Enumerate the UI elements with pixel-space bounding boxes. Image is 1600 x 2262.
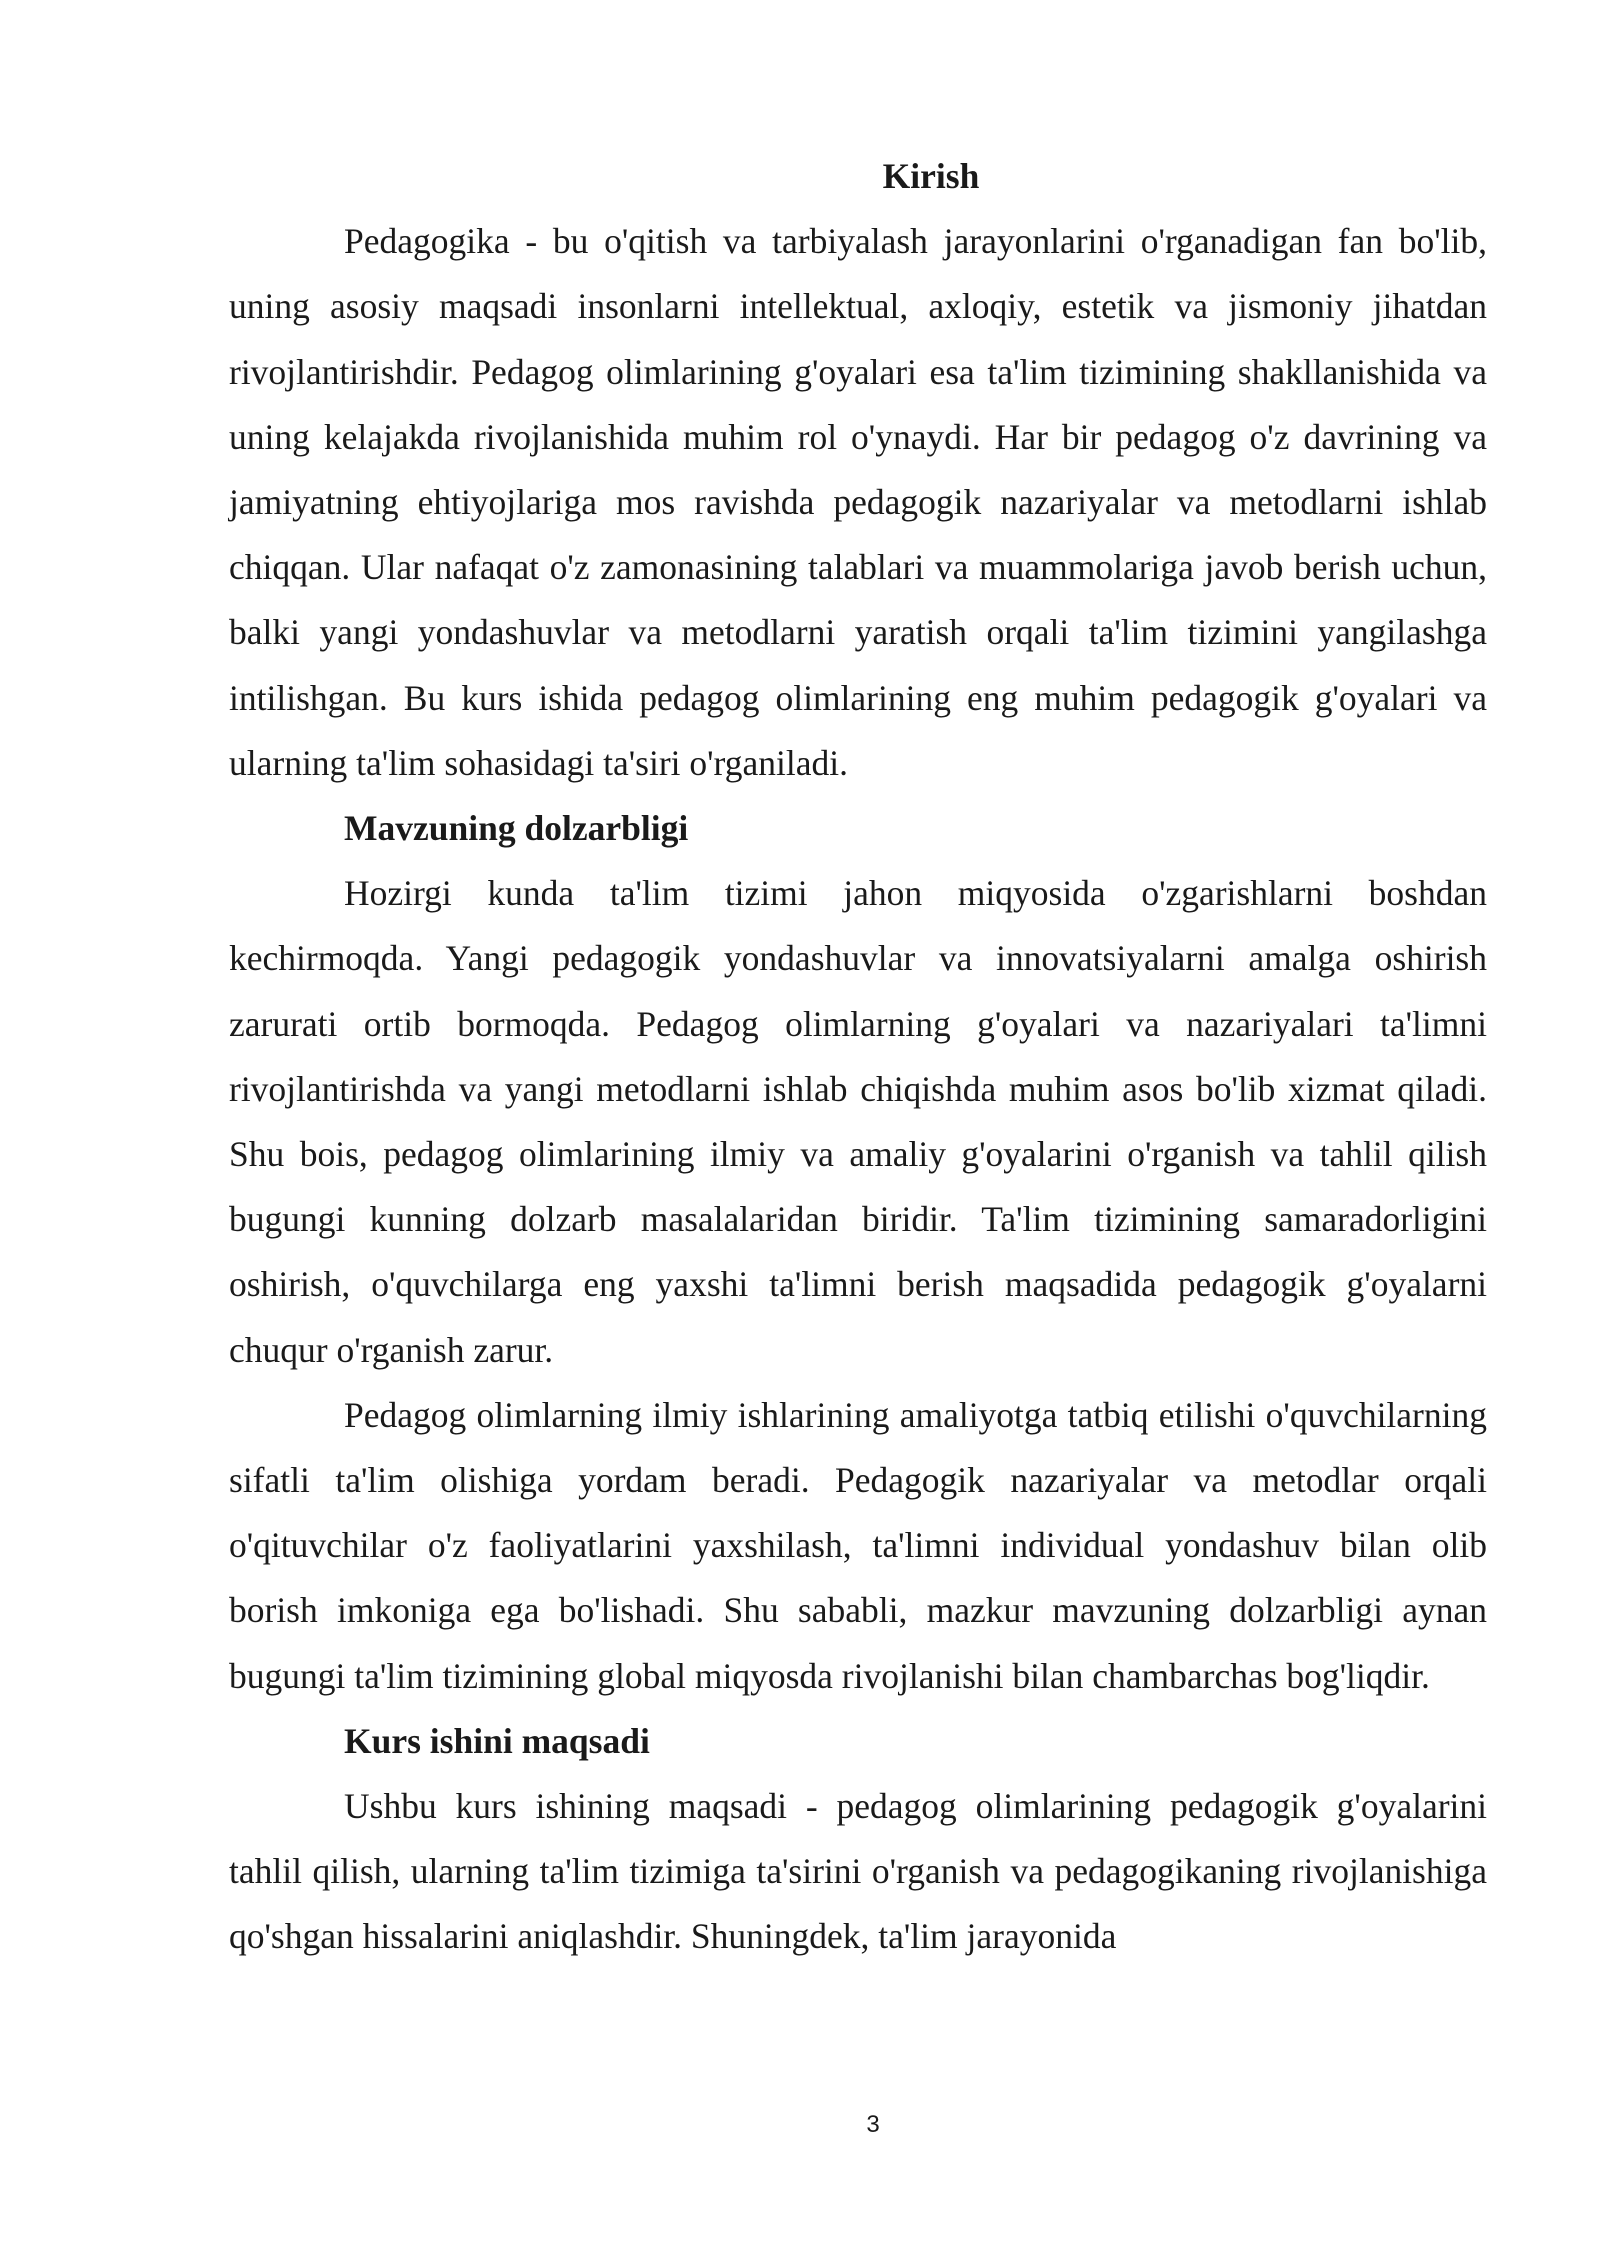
section-heading-relevance: Mavzuning dolzarbligi [344,808,689,849]
page-content [229,144,1487,1970]
page-title: Kirish [882,156,980,196]
page-number: 3 [866,2111,880,2138]
goal-paragraph: Ushbu kurs ishining maqsadi - pedagog olimlarining pedagogik g'oyalarini tahlil qilish, ularning ta'lim tizimiga ta'sirini o'rganish va pedagogikaning rivojlanishiga qo'shgan hissalarini aniqlashdir. Shuningdek, ta'lim jarayonida [229,1786,1487,1957]
intro-paragraph: Pedagogika - bu o'qitish va tarbiyalash jarayonlarini o'rganadigan fan bo'lib, uning asosiy maqsadi insonlarni intellektual, axloqiy, estetik va jismoniy jihatdan rivojlantirishdir. Pedagog olimlarining g'oyalari esa ta'lim tizimining shakllanishida va uning kelajakda rivojlanishida muhim rol o'ynaydi. Har bir pedagog o'z davrining va jamiyatning ehtiyojlariga mos ravishda pedagogik nazariyalar va metodlarni ishlab chiqqan. Ular nafaqat o'z zamonasining talablari va muammolariga javob berish uchun, balki yangi yondashuvlar va metodlarni yaratish orqali ta'lim tizimini yangilashga intilishgan. Bu kurs ishida pedagog olimlarining eng muhim pedagogik g'oyalari va ularning ta'lim sohasidagi ta'siri o'rganiladi. [229,221,1487,783]
section-heading-goal: Kurs ishini maqsadi [344,1720,650,1761]
relevance-paragraph-2: Pedagog olimlarning ilmiy ishlarining amaliyotga tatbiq etilishi o'quvchilarning sifatli ta'lim olishiga yordam beradi. Pedagogik nazariyalar va metodlar orqali o'qituvchilar o'z faoliyatlarini yaxshilash, ta'limni individual yondashuv bilan olib borish imkoniga ega bo'lishadi. Shu sababli, mazkur mavzuning dolzarbligi aynan bugungi ta'lim tizimining global miqyosda rivojlanishi bilan chambarchas bog'liqdir. [229,1394,1487,1696]
relevance-paragraph-1: Hozirgi kunda ta'lim tizimi jahon miqyosida o'zgarishlarni boshdan kechirmoqda. Yangi pedagogik yondashuvlar va innovatsiyalarni amalga oshirish zarurati ortib bormoqda. Pedagog olimlarning g'oyalari va nazariyalari ta'limni rivojlantirishda va yangi metodlarni ishlab chiqishda muhim asos bo'lib xizmat qiladi. Shu bois, pedagog olimlarining ilmiy va amaliy g'oyalarini o'rganish va tahlil qilish bugungi kunning dolzarb masalalaridan biridir. Ta'lim tizimining samaradorligini oshirish, o'quvchilarga eng yaxshi ta'limni berish maqsadida pedagogik g'oyalarni chuqur o'rganish zarur. [229,873,1487,1370]
